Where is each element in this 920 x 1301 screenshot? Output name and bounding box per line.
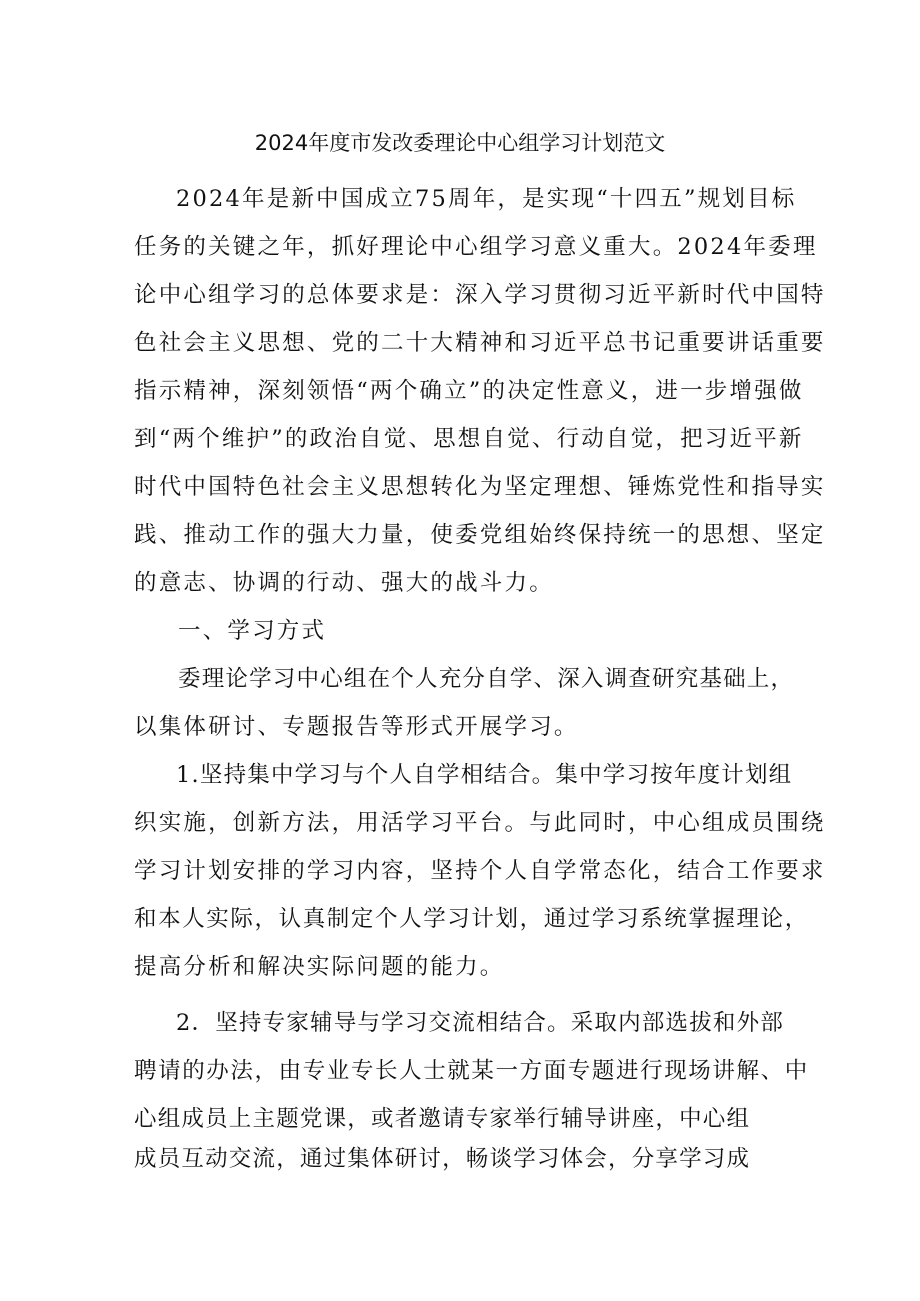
intro-line-7: 时代中国特色社会主义思想转化为坚定理想、锤炼党性和指导实 [134, 474, 826, 500]
item1-line-1: 1.坚持集中学习与个人自学相结合。集中学习按年度计划组 [176, 762, 793, 788]
intro-line-2: 任务的关键之年，抓好理论中心组学习意义重大。2024年委理 [134, 234, 818, 260]
item2-line-2: 聘请的办法，由专业专长人士就某一方面专题进行现场讲解、中 [134, 1058, 809, 1084]
intro-line-4: 色社会主义思想、党的二十大精神和习近平总书记重要讲话重要 [134, 330, 826, 356]
item1-line-4: 和本人实际，认真制定个人学习计划，通过学习系统掌握理论， [134, 906, 809, 932]
item2-line-1: 2．坚持专家辅导与学习交流相结合。采取内部选拔和外部 [176, 1010, 785, 1036]
intro-line-1: 2024年是新中国成立75周年，是实现“十四五”规划目标 [176, 186, 797, 212]
section-heading: 一、学习方式 [178, 618, 327, 644]
section-intro-line-2: 以集体研讨、专题报告等形式开展学习。 [134, 714, 579, 740]
intro-line-9: 的意志、协调的行动、强大的战斗力。 [134, 570, 554, 596]
item1-line-3: 学习计划安排的学习内容，坚持个人自学常态化，结合工作要求 [134, 858, 826, 884]
item1-line-2: 织实施，创新方法，用活学习平台。与此同时，中心组成员围绕 [134, 810, 826, 836]
intro-line-6: 到“两个维护”的政治自觉、思想自觉、行动自觉，把习近平新 [134, 426, 804, 452]
document-title: 2024年度市发改委理论中心组学习计划范文 [254, 131, 666, 155]
item2-line-4: 成员互动交流，通过集体研讨，畅谈学习体会，分享学习成 [134, 1146, 751, 1172]
section-intro-line-1: 委理论学习中心组在个人充分自学、深入调查研究基础上， [178, 666, 795, 692]
item2-line-3: 心组成员上主题党课，或者邀请专家举行辅导讲座，中心组 [134, 1106, 751, 1132]
intro-line-3: 论中心组学习的总体要求是：深入学习贯彻习近平新时代中国特 [134, 282, 826, 308]
intro-line-5: 指示精神，深刻领悟“两个确立”的决定性意义，进一步增强做 [134, 378, 804, 404]
item1-line-5: 提高分析和解决实际问题的能力。 [134, 954, 505, 980]
intro-line-8: 践、推动工作的强大力量，使委党组始终保持统一的思想、坚定 [134, 522, 826, 548]
